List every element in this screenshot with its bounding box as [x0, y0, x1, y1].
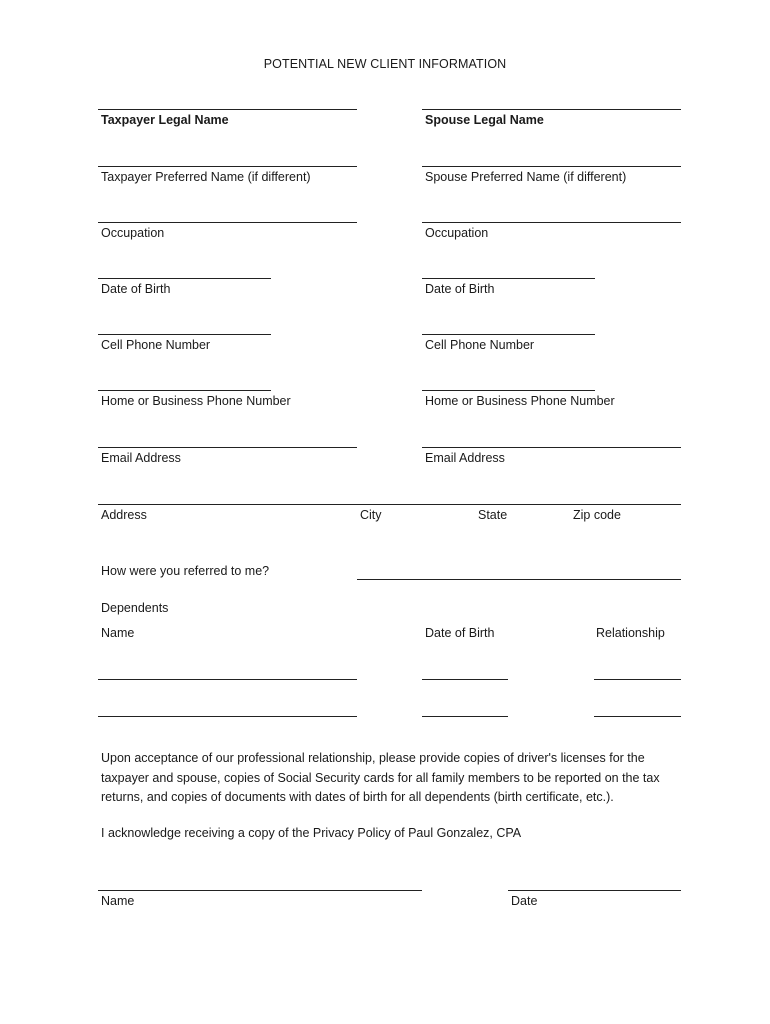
document-request-notice: Upon acceptance of our professional relationship, please provide copies of driver's licenses for the taxpayer and spouse, copies of Social Security cards for all family members to be reported on the tax returns, and copies of documents with dates of birth for all dependents (birth certificate, etc.).: [101, 751, 660, 804]
dependent-1-relationship-field[interactable]: [594, 679, 681, 680]
dependents-heading: Dependents: [101, 601, 169, 615]
spouse-dob-field[interactable]: [422, 278, 595, 279]
spouse-home-phone-label: Home or Business Phone Number: [425, 394, 615, 408]
dependent-2-dob-field[interactable]: [422, 716, 508, 717]
taxpayer-email-field[interactable]: [98, 447, 357, 448]
spouse-occupation-label: Occupation: [425, 226, 489, 240]
dependent-1-name-field[interactable]: [98, 679, 357, 680]
address-field[interactable]: [98, 504, 681, 505]
dependent-relationship-header: Relationship: [596, 626, 665, 640]
taxpayer-preferred-name-label: Taxpayer Preferred Name (if different): [101, 170, 311, 184]
taxpayer-home-phone-field[interactable]: [98, 390, 271, 391]
dependent-2-name-field[interactable]: [98, 716, 357, 717]
taxpayer-email-label: Email Address: [101, 451, 181, 465]
dependent-name-header: Name: [101, 626, 135, 640]
page-title: POTENTIAL NEW CLIENT INFORMATION: [263, 57, 507, 71]
taxpayer-dob-field[interactable]: [98, 278, 271, 279]
privacy-acknowledgment: I acknowledge receiving a copy of the Privacy Policy of Paul Gonzalez, CPA: [101, 826, 522, 840]
spouse-cell-label: Cell Phone Number: [425, 338, 535, 352]
dependent-dob-header: Date of Birth: [425, 626, 495, 640]
zip-code-label: Zip code: [573, 508, 621, 522]
signature-date-label: Date: [511, 894, 538, 908]
signature-name-label: Name: [101, 894, 135, 908]
taxpayer-legal-name-label: Taxpayer Legal Name: [101, 113, 229, 127]
spouse-dob-label: Date of Birth: [425, 282, 495, 296]
address-label: Address: [101, 508, 147, 522]
taxpayer-preferred-name-field[interactable]: [98, 166, 357, 167]
taxpayer-legal-name-field[interactable]: [98, 109, 357, 110]
dependent-1-dob-field[interactable]: [422, 679, 508, 680]
spouse-cell-field[interactable]: [422, 334, 595, 335]
taxpayer-cell-field[interactable]: [98, 334, 271, 335]
spouse-home-phone-field[interactable]: [422, 390, 595, 391]
taxpayer-occupation-label: Occupation: [101, 226, 165, 240]
taxpayer-home-phone-label: Home or Business Phone Number: [101, 394, 291, 408]
spouse-email-label: Email Address: [425, 451, 505, 465]
state-label: State: [478, 508, 508, 522]
taxpayer-dob-label: Date of Birth: [101, 282, 171, 296]
spouse-legal-name-label: Spouse Legal Name: [425, 113, 544, 127]
spouse-occupation-field[interactable]: [422, 222, 681, 223]
taxpayer-cell-label: Cell Phone Number: [101, 338, 211, 352]
spouse-legal-name-field[interactable]: [422, 109, 681, 110]
referral-label: How were you referred to me?: [101, 564, 270, 578]
dependent-2-relationship-field[interactable]: [594, 716, 681, 717]
signature-date-field[interactable]: [508, 890, 681, 891]
referral-field[interactable]: [357, 579, 681, 580]
spouse-preferred-name-label: Spouse Preferred Name (if different): [425, 170, 627, 184]
spouse-preferred-name-field[interactable]: [422, 166, 681, 167]
signature-name-field[interactable]: [98, 890, 422, 891]
taxpayer-occupation-field[interactable]: [98, 222, 357, 223]
spouse-email-field[interactable]: [422, 447, 681, 448]
city-label: City: [360, 508, 382, 522]
